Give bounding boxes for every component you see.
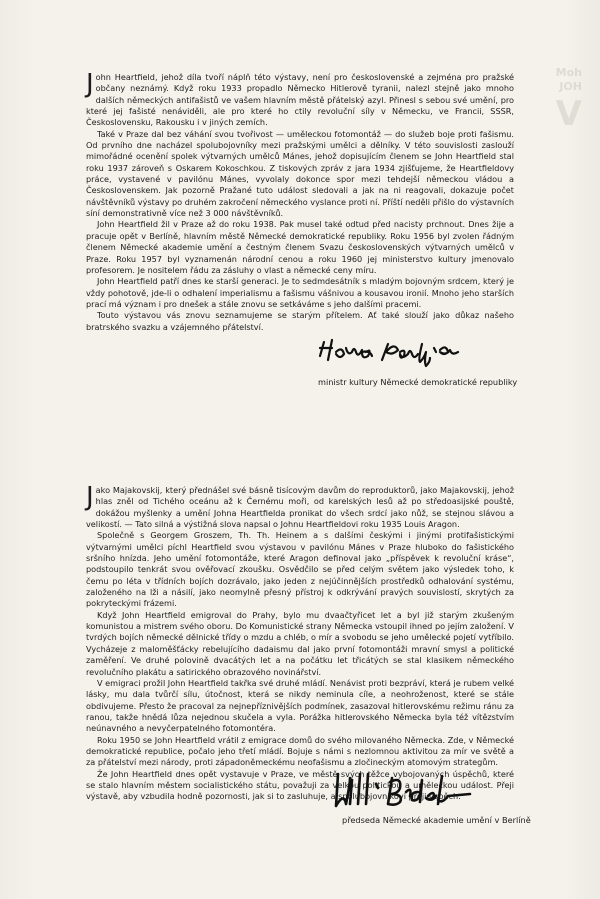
- signature-bentzien: [316, 334, 486, 368]
- signature-caption-1: ministr kultury Německé demokratické republiky: [318, 377, 518, 387]
- paragraph: Touto výstavou vás znovu seznamujeme se starým přítelem. Ať také slouží jako důkaz našeho bratrského svazku a vzájemného přátelství.: [86, 310, 514, 332]
- paragraph: Jako Majakovskij, který přednášel své básně tisícovým davům do reproduktorů, jako Majakovskij, jehož hlas zněl od Tichého oceánu až k Černému moři, od karelských lesů až po středoasijské pouště, dokážou myšlenky a umění Johna Heartfielda pronikat do všech srdcí jako nůž, se stejnou slávou a velikostí. — Tato silná a výstižná slova napsal o Johnu Heartfieldovi roku 1935 Louis Aragon.: [86, 482, 514, 530]
- paragraph: John Heartfield patří dnes ke starší generaci. Je to sedmdesátník s mladým bojovným srdcem, který je vždy pohotově, jde-li o odhalení imperialismu a fašismu vášnivou a kousavou ironií. Mnoho jeho starších prací má význam i pro dnešek a stále znovu se setkáváme s jeho dalšími pracemi.: [86, 276, 514, 309]
- bleed-through-text: [522, 66, 582, 134]
- paragraph: John Heartfield, jehož díla tvoří náplň této výstavy, není pro československé a zejména pro pražské občany neznámý. Když roku 1933 propadlo Německo Hitlerově tyranii, nalezl stejně jako mnoho dalších německých antifašistů ve vašem hlavním městě přátelský azyl. Přinesl s sebou své umění, pro které jej fašisté nenáviděli, ale pro které ho ctily revoluční síly v Německu, ve Francii, SSSR, Československu, Rakousku i v jiných zemích.: [86, 69, 514, 128]
- letter-president: [86, 482, 514, 803]
- signature-drawing: [316, 334, 486, 368]
- paragraph: V emigraci prožil John Heartfield takřka své druhé mládí. Nenávist proti bezpráví, která je rubem velké lásky, mu dala tvůrčí sílu, útočnost, která se nikdy neminula cíle, a neohroženost, které se stále obdivujeme. Přesto že pracoval za nejnepříznivějších podmínek, zasazoval hitlerovskému režimu ránu za ranou, takže hnědá lůza nejednou skučela a vyla. Porážka hitlerovského Německa byla též vítězstvím neúnavného a nevyčerpatelného fotomontéra.: [86, 677, 514, 734]
- bleed-letter: V: [555, 94, 582, 134]
- signature-drawing: [330, 770, 490, 812]
- drop-cap: J: [86, 482, 94, 512]
- paragraph: Společně s Georgem Groszem, Th. Th. Heinem a s dalšími českými i jinými protifašistickými výtvarnými umělci píchl Heartfield svou výstavou v pavilónu Mánes v Praze hluboko do fašistického sršního hnízda. Jeho umění fotomontáže, které Aragon definoval jako „příspěvek k revoluční kráse“, podstoupilo tenkrát svou ověřovací zkoušku. Osvědčilo se před celým světem jako výsledek toho, k čemu po léta v třídních bojích dozrávalo, jako jeden z nejúčinnějších prostředků odhalování systému, založeného na lži a násilí, jako neomylně přesný přístroj k odkrývání pravých souvislostí, skrytých za pokryteckými frázemi.: [86, 530, 514, 609]
- letter-minister: [86, 69, 514, 333]
- bleed-line-1: Moh: [555, 66, 582, 79]
- signature-caption-2: předseda Německé akademie umění v Berlíně: [342, 815, 531, 825]
- paragraph: Také v Praze dal bez váhání svou tvořivost — uměleckou fotomontáž — do služeb boje proti fašismu. Od prvního dne nacházel spolubojovníky mezi pražskými umělci a dělníky. V této souvislosti zaslouží mimořádné ocenění spolek výtvarných umělců Mánes, jehož dopisujícím členem se John Heartfield stal roku 1937 zároveň s Oskarem Kokoschkou. Z tiskových zpráv z jara 1934 zjišťujeme, že Heartfieldovy práce, vystavené v pavilónu Mánes, vyvolaly dokonce spor mezi tehdejší německou vládou a Československem. Jak pozorně Pražané tuto událost sledovali a jak na ni reagovali, dokazuje počet návštěvníků výstavy po druhém zakročení německého vyslance proti ní. Příští neděli přišlo do výstavních síní demonstrativně více než 3 000 návštěvníků.: [86, 128, 514, 219]
- bleed-line-2: JOH: [559, 80, 582, 93]
- paragraph: Když John Heartfield emigroval do Prahy, bylo mu dvaačtyřicet let a byl již starým zkušeným komunistou a mistrem svého oboru. Do Komunistické strany Německa vstoupil ihned po jejím založení. V tvrdých bojích německé dělnické třídy o mzdu a chléb, o mír a svobodu se jeho umělecké pojetí vytříbilo. Vycházeje z maloměšťácky rebelujícího dadaismu dal jako první fotomontáži mravní smysl a politické zaměření. Ve druhé polovině dvacátých let a na počátku let třicátých se stal klasikem německého revolučního plakátu a satirického obrazového novinářství.: [86, 609, 514, 677]
- paragraph: Roku 1950 se John Heartfield vrátil z emigrace domů do svého milovaného Německa. Zde, v Německé demokratické republice, počalo jeho třetí mládí. Bojuje s námi s nezlomnou aktivitou za mír ve světě a za přátelství mezi národy, proti západoněmeckému neofašismu a zločineckým atomovým strategům.: [86, 734, 514, 768]
- signature-bredel: [330, 770, 490, 812]
- paragraph: Že John Heartfield dnes opět vystavuje v Praze, ve městě svých těžce vybojovaných úspěchů, které se stalo hlavním městem socialistického státu, považuji za velkou politickou a uměleckou událost. Přeji výstavě, aby vzbudila hodně pozornosti, jak si to zasluhuje, a spolubojovníkovi přeji úspěch.: [86, 768, 514, 802]
- drop-cap: J: [86, 69, 94, 99]
- paragraph: John Heartfield žil v Praze až do roku 1938. Pak musel také odtud před nacisty prchnout. Dnes žije a pracuje opět v Berlíně, hlavním městě Německé demokratické republiky. Roku 1956 byl zvolen řádným členem Německé akademie umění a čestným členem Svazu československých výtvarných umělců v Praze. Roku 1957 byl vyznamenán národní cenou a roku 1960 jej ministerstvo kultury jmenovalo profesorem. Je nositelem řádu za zásluhy o vlast a německé ceny míru.: [86, 219, 514, 275]
